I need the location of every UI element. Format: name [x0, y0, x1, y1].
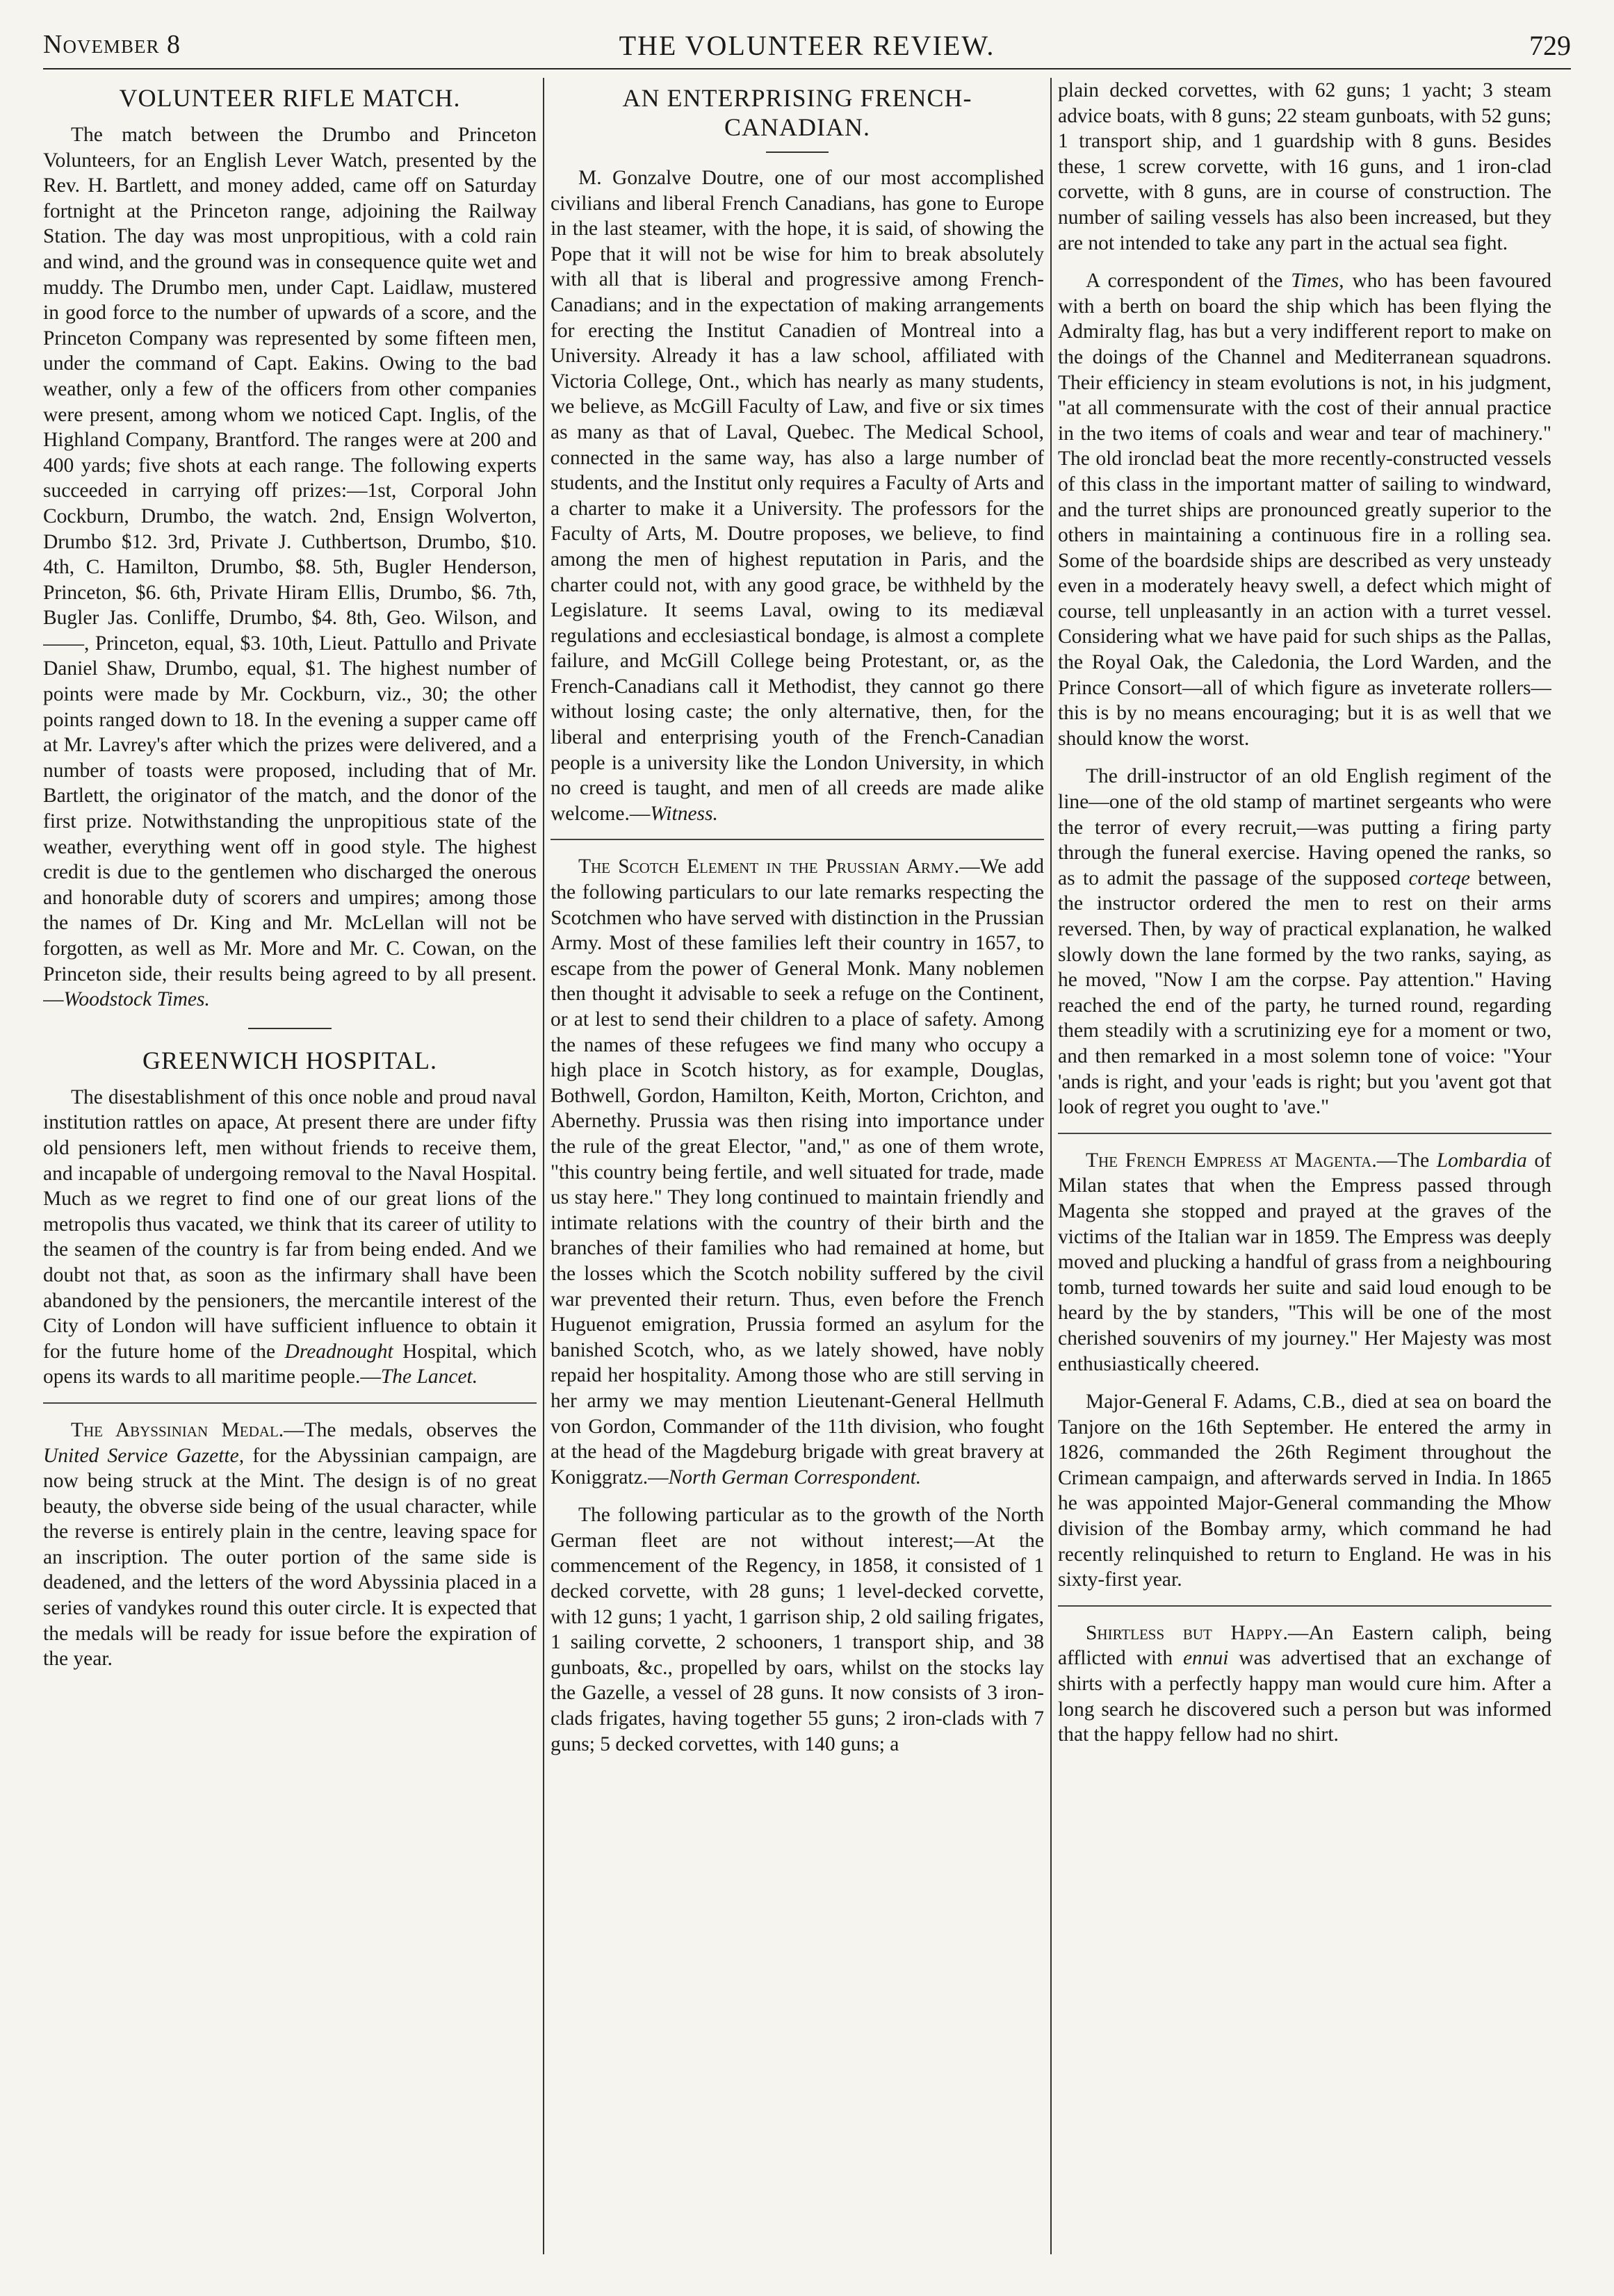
- column-rule: [543, 78, 544, 2254]
- scotch-source: North German Correspondent.: [668, 1466, 922, 1489]
- rifle-match-body: The match between the Drumbo and Princeton Volunteers, for an English Lever Watch, presented by the Rev. H. Bartlett, and money added, came off on Saturday fortnight at the Princeton range, adjoining the Railway Station. The day was most unpropitious, with a cold rain and wind, and the ground was in consequence quite wet and muddy. The Drumbo men, under Capt. Laidlaw, mustered in good force to the number of upwards of a score, and the Princeton Company was represented by some fifteen men, under the command of Capt. Eakins. Owing to the bad weather, only a few of the officers from other companies were present, among whom we noticed Capt. Inglis, of the Highland Company, Brantford. The ranges were at 200 and 400 yards; five shots at each range. The following experts succeeded in carrying off prizes:—1st, Corporal John Cockburn, Drumbo, the watch. 2nd, Ensign Wolverton, Drumbo $12. 3rd, Private J. Cuthbertson, Drumbo, $10. 4th, C. Hamilton, Drumbo, $8. 5th, Bugler Henderson, Princeton, $6. 6th, Private Hiram Ellis, Drumbo, $6. 7th, Bugler Jas. Conliffe, Drumbo, $4. 8th, Geo. Wilson, and——, Princeton, equal, $3. 10th, Lieut. Pattullo and Private Daniel Shaw, Drumbo, equal, $1. The highest number of points were made by Mr. Cockburn, viz., 30; the other points ranged down to 18. In the evening a supper came off at Mr. Lavrey's after which the prizes were delivered, and a number of toasts were proposed, including that of Mr. Bartlett, the originator of the match, and the donor of the first prize. Notwithstanding the unpropitious state of the weather, everything went off in good style. The highest credit is due to the gentlemen who discharged the onerous and honorable duty of scorers and umpires; among those the names of Dr. King and Mr. McLellan will not be forgotten, as well as Mr. More and Mr. C. Cowan, on the Princeton side, their results being agreed to by all present.—: [43, 124, 537, 1011]
- times-b: who has been favoured with a berth on board the ship which has been flying the Admiralty flag, has but a very indifferent report to make on the doings of the Channel and Mediterranean squadrons. Their efficiency in steam evolutions is not, in his judgment, "at all commensurate with the cost of their annual practice in the two items of coals and wear and tear of machinery." The old ironclad beat the more recently-constructed vessels of this class in the important matter of sailing to windward, and the turret ships are pronounced greatly superior to the others in maintaining a continuous fire in a rolling sea. Some of the boardside ships are described as very unsteady even in a moderately heavy swell, a defect which might of course, tell unpleasantly in an action with a turret vessel. Considering what we have paid for such ships as the Pallas, the Royal Oak, the Caledonia, the Lord Warden, and the Prince Consort—all of which figure as inveterate rollers—this is by no means encouraging; but it is as well that we should know the worst.: [1058, 270, 1551, 750]
- scotch-lead: The Scotch Element in the Prussian Army.: [578, 855, 960, 878]
- issue-date: November 8: [43, 30, 181, 59]
- article-divider: [551, 839, 1044, 840]
- empress-a: —The: [1376, 1149, 1430, 1172]
- shirtless-article: [1058, 1621, 1551, 1748]
- french-canadian-article: [551, 165, 1044, 826]
- greenwich-heading: GREENWICH HOSPITAL.: [142, 1046, 438, 1074]
- rifle-match-heading: VOLUNTEER RIFLE MATCH.: [119, 84, 461, 112]
- running-head: [43, 26, 1571, 69]
- empress-paper: Lombardia: [1436, 1149, 1527, 1172]
- greenwich-source: The Lancet.: [380, 1366, 478, 1388]
- abyssinian-body-a: —The medals, observes the: [284, 1418, 537, 1441]
- empress-lead: The French Empress at Magenta.: [1086, 1149, 1377, 1172]
- greenwich-body: The disestablishment of this once noble and proud naval institution rattles on apace, At present there are under fifty old pensioners left, men without friends to receive them, and incapable of undergoing removal to the Naval Hospital. Much as we regret to find one of our great lions of the metropolis thus vacated, we think that its career of utility to the seamen of the country is far from being ended. And we doubt not that, as soon as the infirmary shall have been abandoned by the pensioners, the mercantile interest of the City of London will have sufficient influence to obtain it for the future home of the: [43, 1085, 537, 1363]
- abyssinian-lead: The Abyssinian Medal.: [71, 1418, 284, 1441]
- article-divider: [43, 1402, 537, 1404]
- abyssinian-medal-article: [43, 1418, 537, 1672]
- drill-a: The drill-instructor of an old English regiment of the line—one of the old stamp of martinet sergeants who were the terror of every recruit,—was putting a firing party through the funeral exercise. Having opened the ranks, so as to admit the passage of the supposed: [1058, 765, 1551, 889]
- times-paper: Times,: [1291, 270, 1344, 293]
- shirtless-word: ennui: [1182, 1647, 1229, 1670]
- article-divider: [1058, 1605, 1551, 1607]
- shirtless-lead: Shirtless but Happy.: [1086, 1621, 1288, 1644]
- rifle-match-article: [43, 122, 537, 1012]
- greenwich-article: [43, 1085, 537, 1390]
- empress-b: of Milan states that when the Empress passed through Magenta she stopped and prayed at the graves of the victims of the Italian war in 1859. The Empress was deeply moved and plucking a handful of grass from a neighbouring tomb, turned towards her suite and said loud enough to be heard by the by standers, "This will be one of the most cherished souvenirs of my journey." Her Majesty was most enthusiastically cheered.: [1058, 1149, 1551, 1375]
- column-rule: [1050, 78, 1052, 2254]
- scotch-body: —We add the following particulars to our late remarks respecting the Scotchmen who have served with distinction in the Prussian Army. Most of these families left their country in 1657, to escape from the power of General Monk. Many noblemen then thought it advisable to seek a refuge on the Continent, or at lest to send their children to a place of safety. Among the names of these refugees we find many who occupy a high place in Scotch history, as for example, Douglas, Bothwell, Gordon, Hamilton, Keith, Morton, Crichton, and Abernethy. Prussia was then rising into importance under the rule of the great Elector, "and," as one of them wrote, "this country being fertile, and well situated for trade, made us stay here." They long continued to maintain friendly and intimate relations with the country of their birth and the branches of their families who had remained at home, but the losses which the Scotch nobility suffered by the civil war prevented their return. Thus, even before the French Huguenot emigration, Prussia formed an asylum for the banished Scotch, who, as we lately showed, have nobly repaid her hospitality. Among those who are still serving in her army we may mention Lieutenant-General Hellmuth von Gordon, Commander of the 11th division, who fought at the head of the Magdeburg brigade with great bravery at Koniggratz.—: [551, 855, 1044, 1489]
- newspaper-title: THE VOLUNTEER REVIEW.: [619, 30, 995, 61]
- greenwich-body-end: Hospital, which opens its wards to all maritime people.—: [43, 1340, 537, 1388]
- adams-article: Major-General F. Adams, C.B., died at sea on board the Tanjore on the 16th September. He entered the army in 1826, commanded the 26th Regiment throughout the Crimean campaign, and afterwards served in India. In 1865 he was appointed Major-General commanding the Mhow division of the Bombay army, which command he had recently relinquished to return to England. He was in his sixty-first year.: [1058, 1391, 1551, 1591]
- page-number: 729: [1529, 30, 1571, 61]
- empress-article: [1058, 1148, 1551, 1377]
- french-canadian-source: Witness.: [650, 802, 718, 825]
- shirtless-b: was advertised that an exchange of shirts with a perfectly happy man would cure him. After a long search he discovered such a person but was informed that the happy fellow had no shirt.: [1058, 1647, 1551, 1746]
- article-divider: [1058, 1133, 1551, 1134]
- heading-rule: [766, 151, 829, 153]
- fleet-continuation: plain decked corvettes, with 62 guns; 1 yacht; 3 steam advice boats, with 8 guns; 22 steam gunboats, with 52 guns; 1 transport ship, and 1 guardship with 8 guns. Besides these, 1 screw corvette, with 16 guns, and 1 iron-clad corvette, with 8 guns, are in course of construction. The number of sailing vessels has also been increased, but they are not intended to take any part in the actual sea fight.: [1058, 79, 1551, 254]
- french-canadian-body: M. Gonzalve Doutre, one of our most accomplished civilians and liberal French Canadians, has gone to Europe in the last steamer, with the hope, it is said, of showing the Pope that it will not be wise for him to break absolutely with all that is liberal and progressive among French-Canadians; and in the expectation of making arrangements for erecting the Institut Canadien of Montreal into a University. Already it has a law school, affiliated with Victoria College, Ont., which has nearly as many students, we believe, as McGill Faculty of Law, and five or six times as many as that of Laval, Quebec. The Medical School, connected in the same way, has also a large number of students, and the Institut only requires a Faculty of Arts and a charter to make it a University. The professors for the Faculty of Arts, M. Doutre proposes, we believe, to find among the men of highest reputation in Paris, and the charter could not, with any good grace, be withheld by the Legislature. It seems Laval, owing to its mediæval regulations and ecclesiastical bondage, is almost a complete failure, and McGill College being Protestant, or, as the French-Canadians call it Methodist, they cannot go there without losing caste; the only alternative, then, for the liberal and enterprising youth of the French-Canadian people is a university like the London University, in which no creed is taught, and men of all creeds are made alike welcome.—: [551, 167, 1044, 825]
- greenwich-ship-name: Dreadnought: [284, 1340, 393, 1363]
- abyssinian-body-b: for the Abyssinian campaign, are now being struck at the Mint. The design is of no great beauty, the obverse side being of the usual character, while the reverse is entirely plain in the centre, leaving space for an inscription. The outer portion of the same side is deadened, and the letters of the word Abyssinia placed in a series of vandykes round this outer circle. It is expected that the medals will be ready for issue before the expiration of the year.: [43, 1444, 537, 1671]
- fleet-article: The following particular as to the growth of the North German fleet are not without interest;—At the commencement of the Regency, in 1858, it consisted of 1 decked corvette, with 28 guns; 1 level-decked corvette, with 12 guns; 1 yacht, 1 garrison ship, 2 old sailing frigates, 1 sailing corvette, 2 schooners, 1 transport ship, and 38 gunboats, &c., propelled by oars, whilst on the stocks lay the Gazelle, a vessel of 28 guns. It now consists of 3 iron-clads frigates, having together 55 guns; 2 iron-clads with 7 guns; 5 decked corvettes, with 140 guns; a: [551, 1504, 1044, 1755]
- shirtless-a: —An Eastern caliph, being afflicted with: [1058, 1621, 1551, 1670]
- rifle-match-source: Woodstock Times.: [63, 988, 210, 1011]
- drill-b: between, the instructor ordered the men to rest on their arms reversed. Then, by way of practical explanation, he walked slowly down the lane formed by the two ranks, saying, as he moved, "Now I am the corpse. Pay attention." Having reached the end of the party, he turned round, regarding them steadily with a scrutinizing eye for a moment or two, and then remarked in a most solemn tone of voice: "Your 'ands is right, and your 'eads is right; but you 'avent got that look of regret you ought to 'ave.": [1058, 867, 1551, 1119]
- column-2: [551, 78, 1044, 2254]
- column-3: [1058, 78, 1551, 2254]
- times-article: [1058, 268, 1551, 751]
- scotch-element-article: [551, 854, 1044, 1490]
- drill-word: corteqe: [1408, 867, 1470, 889]
- column-1: [43, 78, 537, 2254]
- abyssinian-paper: United Service Gazette,: [43, 1444, 245, 1467]
- french-canadian-heading: AN ENTERPRISING FRENCH-CANADIAN.: [622, 84, 972, 141]
- article-divider: [248, 1028, 332, 1029]
- drill-instructor-article: [1058, 764, 1551, 1120]
- times-a: A correspondent of the: [1086, 270, 1283, 293]
